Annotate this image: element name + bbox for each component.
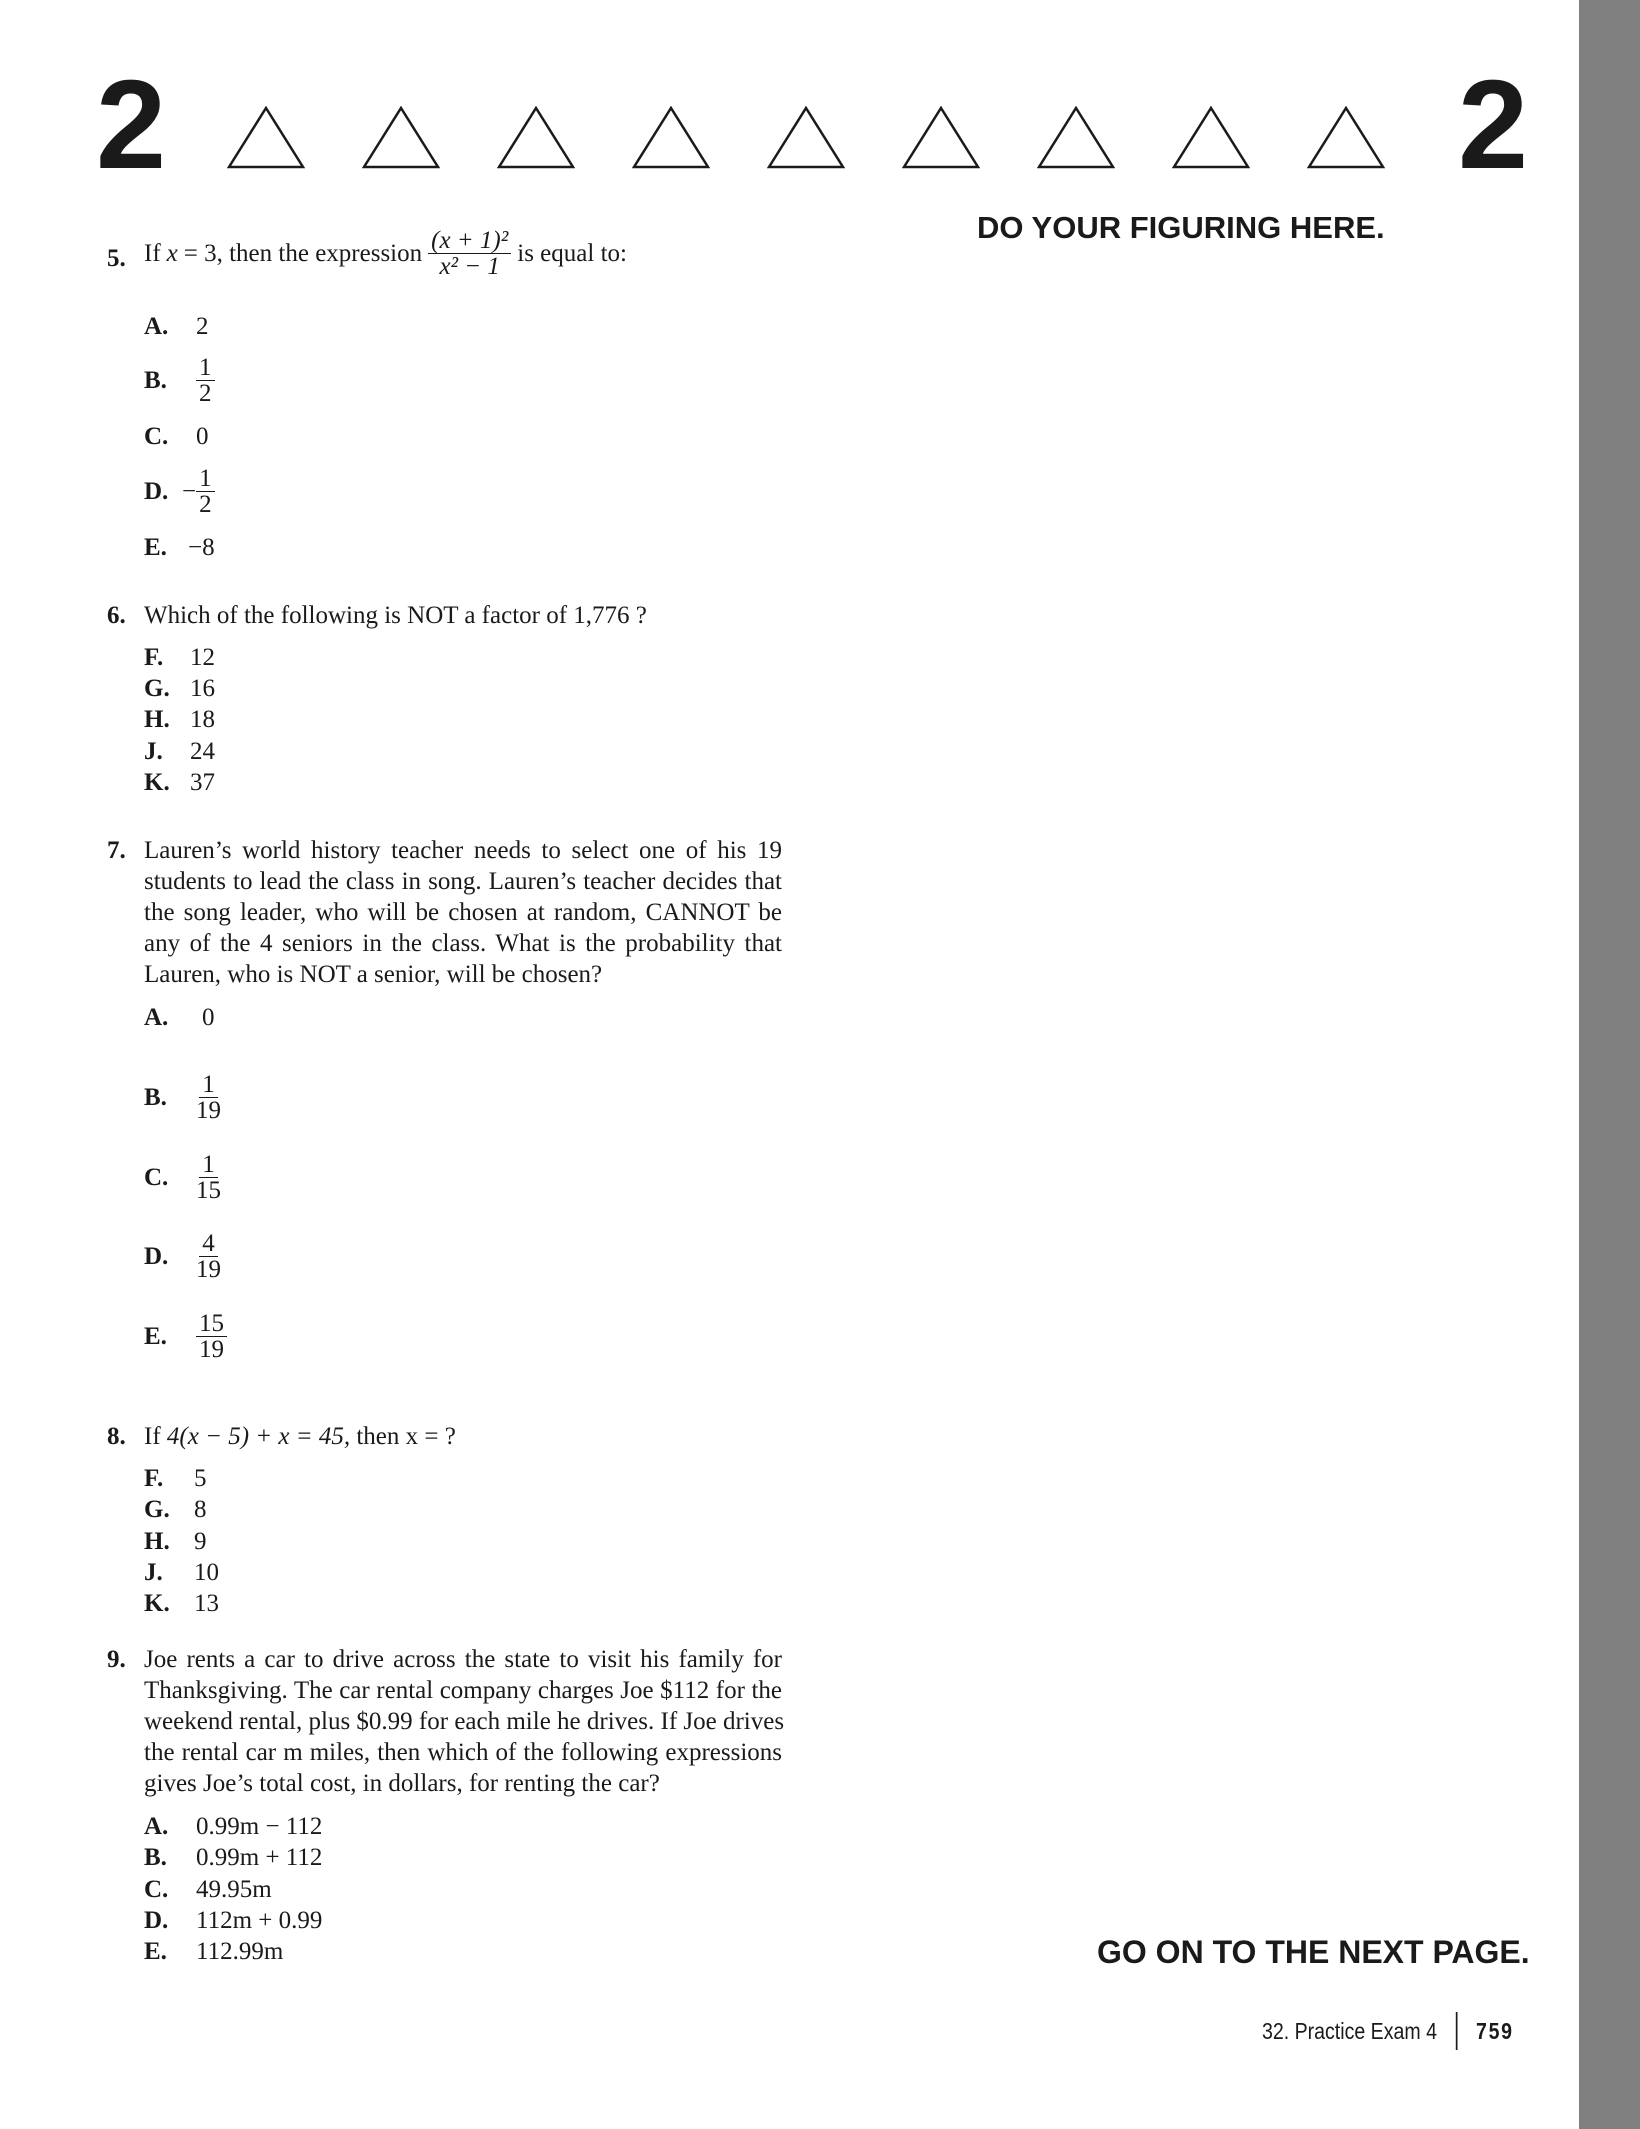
option-h[interactable]: H. 18 [144,706,215,734]
question-number: 9. [107,1646,126,1673]
question-text-line: Lauren’s world history teacher needs to select one of his 19 [144,837,782,864]
equation: 4(x − 5) + x = 45, [166,1423,351,1450]
triangle-icon [767,106,845,170]
section-number-right: 2 [1458,54,1529,195]
option-f[interactable]: F. 5 [144,1465,207,1492]
option-g[interactable]: G. 16 [144,675,215,703]
option-k[interactable]: K. 37 [144,768,215,796]
chapter-label: 32. Practice Exam 4 [1262,2017,1437,2044]
triangle-icon [632,106,710,170]
option-e[interactable]: E. −8 [144,534,215,561]
question-text: Which of the following is NOT a factor of 1,776 ? [144,602,647,629]
option-a[interactable]: A. 2 [144,313,209,340]
option-j[interactable]: J. 10 [144,1558,219,1586]
question-9 [107,1644,785,1799]
option-d[interactable]: D. 112m + 0.99 [144,1906,323,1934]
question-text-line: weekend rental, plus $0.99 for each mile he drives. If Joe drives [144,1708,785,1735]
question-text-line: the rental car m miles, then which of the following expressions [144,1739,782,1766]
question-number: 5. [107,245,126,272]
question-text: = 3, then the expression [183,240,423,267]
option-e[interactable]: E. 112.99m [144,1938,284,1966]
question-text-line: students to lead the class in song. Lauren’s teacher decides that [144,868,782,895]
question-text-line: gives Joe’s total cost, in dollars, for renting the car? [144,1770,660,1797]
question-text-line: any of the 4 seniors in the class. What is the probability that [144,930,782,957]
question-6 [107,600,782,631]
question-text: then x = ? [356,1423,456,1450]
option-f[interactable]: F. 12 [144,644,215,671]
page-edge-tab [1579,0,1640,2129]
question-number: 8. [107,1423,126,1450]
question-number: 6. [107,602,126,629]
question-7 [107,835,782,990]
question-text: If [144,1423,161,1450]
option-c[interactable]: C. 49.95m [144,1875,272,1903]
page-footer [1262,2012,1514,2050]
page-number: 759 [1476,2017,1514,2044]
triangle-icon [1037,106,1115,170]
question-text-line: the song leader, who will be chosen at random, CANNOT be [144,899,782,926]
option-b[interactable]: B. $\frac{1}{2}$ [144,355,215,406]
triangle-icon [227,106,305,170]
option-c[interactable]: C. $\frac{1}{15}$ [144,1151,221,1204]
option-h[interactable]: H. 9 [144,1527,207,1555]
expression-fraction: $\frac{\text{(x + 1)²}}{\text{x² − 1}}$ [428,228,511,279]
option-e[interactable]: E. $\frac{15}{19}$ [144,1311,227,1362]
triangle-icon [362,106,440,170]
triangle-icon [497,106,575,170]
option-b[interactable]: B. 0.99m + 112 [144,1844,323,1872]
question-text-line: Thanksgiving. The car rental company charges Joe $112 for the [144,1677,782,1704]
option-j[interactable]: J. 24 [144,737,215,765]
variable: x [166,240,178,267]
option-d[interactable]: D. − $\frac{1}{2}$ [144,466,215,517]
option-a[interactable]: A. 0.99m − 112 [144,1813,323,1840]
option-b[interactable]: B. $\frac{1}{19}$ [144,1071,221,1124]
triangle-icon [1172,106,1250,170]
triangle-icon [1307,106,1385,170]
option-k[interactable]: K. 13 [144,1590,219,1618]
option-g[interactable]: G. 8 [144,1496,207,1524]
question-text: If [144,240,161,267]
footer-divider [1456,2012,1458,2050]
option-a[interactable]: A. 0 [144,1004,215,1031]
question-5 [107,228,782,279]
question-8 [107,1421,782,1452]
go-on-next-page-label: GO ON TO THE NEXT PAGE. [1097,1934,1530,1970]
question-text-line: Joe rents a car to drive across the state to visit his family for [144,1646,782,1673]
section-number-left: 2 [96,54,167,195]
triangle-icon [902,106,980,170]
figuring-label: DO YOUR FIGURING HERE. [977,210,1385,245]
option-c[interactable]: C. 0 [144,423,209,450]
question-text: is equal to: [517,240,627,267]
option-d[interactable]: D. $\frac{4}{19}$ [144,1230,221,1283]
question-number: 7. [107,837,126,864]
question-text-line: Lauren, who is NOT a senior, will be chosen? [144,961,603,988]
